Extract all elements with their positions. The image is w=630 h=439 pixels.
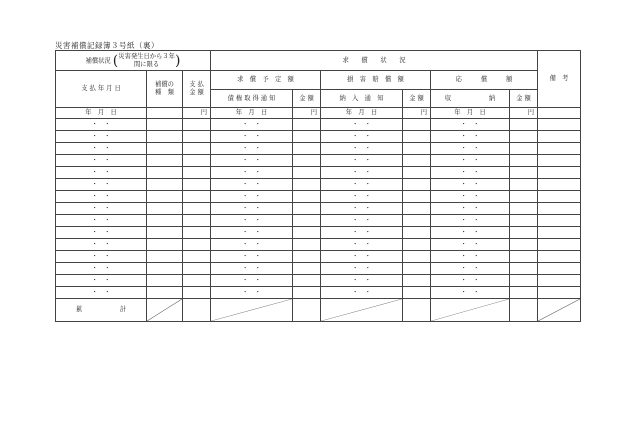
date-cell: ・ ・ — [431, 191, 510, 203]
value-cell — [183, 179, 211, 191]
table-row — [56, 191, 581, 203]
date-cell: ・ ・ — [321, 167, 403, 179]
remarks-header: 備 考 — [538, 51, 581, 108]
value-cell — [147, 167, 183, 179]
value-cell — [147, 119, 183, 131]
table-row — [56, 263, 581, 275]
value-cell — [538, 287, 581, 299]
value-cell — [510, 251, 538, 263]
value-cell — [183, 287, 211, 299]
blank-unit-cell — [147, 108, 183, 119]
diagonal-slash-cell — [321, 299, 403, 322]
value-cell — [183, 263, 211, 275]
compensation-kind-line2: 種 類 — [155, 89, 174, 96]
table-row — [56, 131, 581, 143]
left-paren-icon: ( — [112, 52, 119, 69]
value-cell — [510, 179, 538, 191]
value-cell — [403, 167, 431, 179]
value-cell — [147, 203, 183, 215]
total-amount-cell — [510, 299, 538, 322]
response-amount-subheader: 金 額 — [510, 90, 538, 108]
date-cell: ・ ・ — [431, 143, 510, 155]
date-cell: ・ ・ — [321, 203, 403, 215]
value-cell — [403, 287, 431, 299]
value-cell — [510, 191, 538, 203]
date-unit-label: 年 月 日 — [56, 108, 147, 119]
value-cell — [293, 119, 321, 131]
value-cell — [538, 179, 581, 191]
form-title: 災害補償記録簿３号紙（裏） — [55, 41, 159, 50]
table-row — [56, 167, 581, 179]
date-cell: ・ ・ — [56, 203, 147, 215]
date-cell: ・ ・ — [321, 143, 403, 155]
table-row — [56, 251, 581, 263]
value-cell — [183, 251, 211, 263]
date-cell: ・ ・ — [321, 131, 403, 143]
total-amount-cell — [293, 299, 321, 322]
date-cell: ・ ・ — [431, 119, 510, 131]
value-cell — [538, 143, 581, 155]
date-unit-label: 年 月 日 — [321, 108, 403, 119]
table-row — [56, 215, 581, 227]
table-row — [56, 287, 581, 299]
value-cell — [510, 263, 538, 275]
compensation-ledger-table — [55, 50, 581, 322]
value-cell — [293, 155, 321, 167]
table-row — [56, 119, 581, 131]
value-cell — [293, 263, 321, 275]
yen-unit-label: 円 — [403, 108, 431, 119]
total-amount-cell — [183, 299, 211, 322]
value-cell — [538, 191, 581, 203]
date-unit-label: 年 月 日 — [211, 108, 293, 119]
date-cell: ・ ・ — [321, 215, 403, 227]
value-cell — [403, 203, 431, 215]
value-cell — [293, 191, 321, 203]
value-cell — [403, 131, 431, 143]
date-cell: ・ ・ — [321, 179, 403, 191]
value-cell — [538, 119, 581, 131]
value-cell — [403, 275, 431, 287]
value-cell — [403, 251, 431, 263]
date-cell: ・ ・ — [56, 215, 147, 227]
blank-unit-cell — [538, 108, 581, 119]
date-cell: ・ ・ — [431, 131, 510, 143]
value-cell — [147, 155, 183, 167]
date-cell: ・ ・ — [211, 143, 293, 155]
value-cell — [293, 215, 321, 227]
value-cell — [293, 131, 321, 143]
value-cell — [538, 263, 581, 275]
value-cell — [293, 251, 321, 263]
value-cell — [293, 287, 321, 299]
value-cell — [147, 191, 183, 203]
value-cell — [403, 119, 431, 131]
value-cell — [538, 155, 581, 167]
date-cell: ・ ・ — [321, 287, 403, 299]
claim-amount-subheader: 金 額 — [403, 90, 431, 108]
date-cell: ・ ・ — [211, 275, 293, 287]
table-row — [56, 227, 581, 239]
value-cell — [538, 227, 581, 239]
value-cell — [147, 251, 183, 263]
value-cell — [510, 275, 538, 287]
date-cell: ・ ・ — [431, 167, 510, 179]
value-cell — [510, 203, 538, 215]
planned-claim-header: 求 償 予 定 額 — [211, 71, 321, 90]
payment-date-header: 支 払 年 月 日 — [56, 71, 147, 108]
date-cell: ・ ・ — [431, 263, 510, 275]
planned-amount-subheader: 金 額 — [293, 90, 321, 108]
date-cell: ・ ・ — [211, 227, 293, 239]
value-cell — [183, 155, 211, 167]
yen-unit-label: 円 — [293, 108, 321, 119]
value-cell — [403, 227, 431, 239]
value-cell — [538, 203, 581, 215]
date-cell: ・ ・ — [56, 167, 147, 179]
date-cell: ・ ・ — [56, 251, 147, 263]
value-cell — [403, 263, 431, 275]
date-cell: ・ ・ — [321, 119, 403, 131]
table-row — [56, 155, 581, 167]
period-note-line1: 災害発生日から３年 — [118, 52, 175, 60]
value-cell — [147, 287, 183, 299]
value-cell — [510, 227, 538, 239]
date-cell: ・ ・ — [321, 251, 403, 263]
value-cell — [510, 143, 538, 155]
date-cell: ・ ・ — [56, 275, 147, 287]
date-cell: ・ ・ — [431, 203, 510, 215]
table-row — [56, 203, 581, 215]
value-cell — [183, 203, 211, 215]
payment-notice-subheader: 納 入 通 知 — [321, 90, 403, 108]
value-cell — [510, 155, 538, 167]
date-cell: ・ ・ — [56, 239, 147, 251]
date-cell: ・ ・ — [56, 131, 147, 143]
value-cell — [147, 179, 183, 191]
date-unit-label: 年 月 日 — [431, 108, 510, 119]
date-cell: ・ ・ — [211, 263, 293, 275]
date-cell: ・ ・ — [431, 287, 510, 299]
date-cell: ・ ・ — [431, 239, 510, 251]
value-cell — [183, 215, 211, 227]
value-cell — [510, 167, 538, 179]
date-cell: ・ ・ — [211, 251, 293, 263]
value-cell — [293, 167, 321, 179]
value-cell — [293, 179, 321, 191]
date-cell: ・ ・ — [321, 191, 403, 203]
date-cell: ・ ・ — [211, 179, 293, 191]
claim-notice-subheader: 債 権 取 得 通 知 — [211, 90, 293, 108]
date-cell: ・ ・ — [211, 287, 293, 299]
date-cell: ・ ・ — [321, 275, 403, 287]
value-cell — [403, 191, 431, 203]
date-cell: ・ ・ — [56, 263, 147, 275]
compensation-kind-line1: 補償の — [155, 81, 174, 88]
right-paren-icon: ) — [174, 52, 181, 69]
value-cell — [147, 131, 183, 143]
value-cell — [510, 215, 538, 227]
date-cell: ・ ・ — [211, 239, 293, 251]
response-amount-header: 応 償 額 — [431, 71, 538, 90]
value-cell — [403, 179, 431, 191]
date-cell: ・ ・ — [431, 215, 510, 227]
cumulative-total-label: 累 計 — [56, 299, 147, 322]
reimbursement-status-header: 求 償 状 況 — [211, 51, 538, 71]
diagonal-slash-cell — [211, 299, 293, 322]
date-cell: ・ ・ — [56, 227, 147, 239]
value-cell — [147, 275, 183, 287]
value-cell — [183, 239, 211, 251]
date-cell: ・ ・ — [321, 263, 403, 275]
receipt-subheader: 収 納 — [431, 90, 510, 108]
yen-unit-label: 円 — [183, 108, 211, 119]
value-cell — [403, 239, 431, 251]
value-cell — [147, 227, 183, 239]
table-row — [56, 143, 581, 155]
value-cell — [293, 203, 321, 215]
value-cell — [293, 143, 321, 155]
value-cell — [183, 143, 211, 155]
value-cell — [538, 131, 581, 143]
value-cell — [183, 131, 211, 143]
date-cell: ・ ・ — [211, 191, 293, 203]
date-cell: ・ ・ — [211, 167, 293, 179]
damage-claim-header: 損 害 賠 償 額 — [321, 71, 431, 90]
date-cell: ・ ・ — [431, 251, 510, 263]
date-cell: ・ ・ — [211, 203, 293, 215]
value-cell — [510, 287, 538, 299]
value-cell — [293, 239, 321, 251]
payment-amount-header — [183, 71, 211, 108]
value-cell — [147, 239, 183, 251]
value-cell — [538, 275, 581, 287]
value-cell — [293, 227, 321, 239]
diagonal-slash-cell — [147, 299, 183, 322]
total-amount-cell — [403, 299, 431, 322]
date-cell: ・ ・ — [56, 143, 147, 155]
value-cell — [293, 275, 321, 287]
date-cell: ・ ・ — [211, 155, 293, 167]
diagonal-slash-cell — [431, 299, 510, 322]
value-cell — [510, 119, 538, 131]
date-cell: ・ ・ — [431, 275, 510, 287]
date-cell: ・ ・ — [56, 191, 147, 203]
value-cell — [538, 239, 581, 251]
value-cell — [147, 263, 183, 275]
table-row — [56, 179, 581, 191]
value-cell — [183, 119, 211, 131]
period-note-line2: 間に限る — [134, 60, 160, 68]
date-cell: ・ ・ — [56, 155, 147, 167]
date-cell: ・ ・ — [56, 287, 147, 299]
date-cell: ・ ・ — [431, 227, 510, 239]
table-row — [56, 275, 581, 287]
value-cell — [147, 215, 183, 227]
value-cell — [183, 167, 211, 179]
value-cell — [183, 227, 211, 239]
payment-amount-line2: 金 額 — [189, 89, 204, 96]
table-row — [56, 239, 581, 251]
date-cell: ・ ・ — [211, 215, 293, 227]
value-cell — [510, 239, 538, 251]
date-cell: ・ ・ — [431, 179, 510, 191]
value-cell — [147, 143, 183, 155]
period-note — [118, 53, 175, 69]
ledger-rows — [56, 119, 581, 299]
value-cell — [183, 275, 211, 287]
value-cell — [403, 215, 431, 227]
value-cell — [538, 215, 581, 227]
value-cell — [183, 191, 211, 203]
date-cell: ・ ・ — [56, 119, 147, 131]
yen-unit-label: 円 — [510, 108, 538, 119]
payment-amount-line1: 支 払 — [189, 81, 204, 88]
value-cell — [510, 131, 538, 143]
date-cell: ・ ・ — [321, 227, 403, 239]
date-cell: ・ ・ — [321, 239, 403, 251]
date-cell: ・ ・ — [211, 119, 293, 131]
date-cell: ・ ・ — [431, 155, 510, 167]
value-cell — [403, 143, 431, 155]
value-cell — [403, 155, 431, 167]
compensation-status-label: 補償状況 — [85, 57, 111, 64]
date-cell: ・ ・ — [321, 155, 403, 167]
value-cell — [538, 251, 581, 263]
compensation-status-header — [56, 51, 211, 71]
diagonal-slash-cell — [538, 299, 581, 322]
compensation-kind-header — [147, 71, 183, 108]
value-cell — [538, 167, 581, 179]
date-cell: ・ ・ — [56, 179, 147, 191]
date-cell: ・ ・ — [211, 131, 293, 143]
